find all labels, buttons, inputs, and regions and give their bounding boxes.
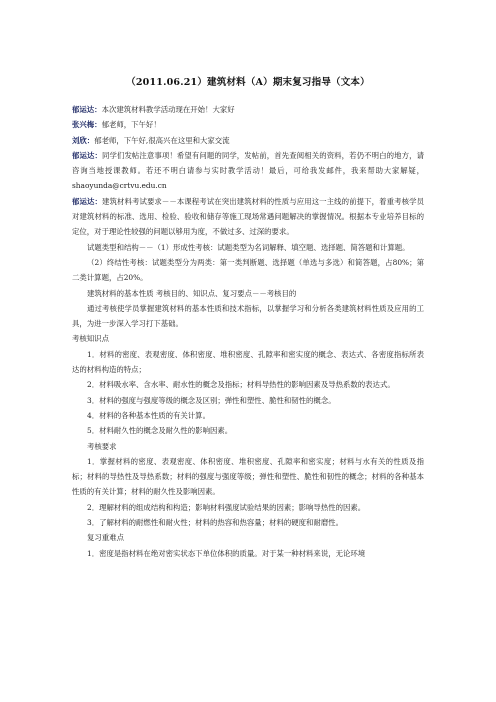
knowledge-item: 4．材料的各种基本性质的有关计算。 [87,410,210,420]
knowledge-item: 2．材料吸水率、含水率、耐水性的概念及指标；材料导热性的影响因素及导热系数的表达式。 [87,380,395,390]
speaker-name: 郁运达： [72,196,102,206]
requirements-heading: 考核要求 [87,441,117,451]
exam-structure-paragraph: （2）终结性考核：试题类型分为两类：第一类判断题、选择题（单选与多选）和简答题，占80%；第二类计算题，占20%。 [72,257,424,283]
speaker-name: 郁运达： [72,105,102,114]
objective-paragraph: 通过考核使学员掌握建筑材料的基本性质和技术指标，以掌握学习和分析各类建筑材料性质及应用的工具，为进一步深入学习打下基础。 [72,303,424,329]
knowledge-item: 5．材料耐久性的概念及耐久性的影响因素。 [87,426,233,436]
document-page [72,74,424,561]
review-heading: 复习重难点 [87,533,124,543]
speaker-name: 刘欣： [72,135,95,145]
dialog-line [72,194,424,240]
requirement-item: 3．了解材料的耐燃性和耐火性；材料的热容和热容量；材料的硬度和耐磨性。 [87,518,343,528]
dialog-line [72,117,424,132]
message-text: 同学们发帖注意事项！希望有问题的同学，发帖前，首先查阅相关的资料，若仍不明白的地方，请咨询当地授课教师。若还不明白请参与实时教学活动！最后，可给我发邮件，我来帮助大家解疑，shaoyunda@crtvu.edu.cn [72,150,424,191]
review-item: 1．密度是指材料在绝对密实状态下单位体积的质量。对于某一种材料来说，无论环境 [87,548,366,558]
dialog-line [72,133,424,148]
exam-structure-paragraph: 试题类型和结构－－（1）形成性考核：试题类型为名词解释、填空题、选择题、简答题和计算题。 [87,242,410,252]
knowledge-item: 3．材料的强度与强度等级的概念及区别；弹性和塑性、脆性和韧性的概念。 [87,395,336,405]
requirement-item: 2．理解材料的组成结构和构造；影响材料强度试验结果的因素；影响导热性的因素。 [87,502,366,512]
knowledge-item: 1．材料的密度、表观密度、体积密度、堆积密度、孔隙率和密实度的概念、表达式、各密度指标所表达的材料构造的特点； [72,349,424,375]
dialog-line [72,148,424,194]
requirement-item: 1．掌握材料的密度、表观密度、体积密度、堆积密度、孔隙率和密实度；材料与水有关的性质及指标；材料的导热性及导热系数；材料的强度与强度等级；弹性和塑性、脆性和韧性的概念；材料的各种基本性质的有关计算；材料的耐久性及影响因素。 [72,456,424,497]
speaker-name: 郁运达： [72,150,102,160]
message-text: 建筑材料考试要求－－本课程考试在突出建筑材料的性质与应用这一主线的前提下，着重考核学员对建筑材料的标准、选用、检验、验收和储存等施工现场常遇问题解决的掌握情况。根据本专业培养目标的定位，对于理论性较强的问题以够用为度，不做过多、过深的要求。 [72,196,424,237]
message-text: 郁老师，下午好,很高兴在这里和大家交流 [94,135,230,145]
knowledge-heading: 考核知识点 [72,334,109,344]
section-heading: 建筑材料的基本性质 考核目的、知识点、复习要点－－考核目的 [87,288,297,298]
dialog-line [72,102,424,117]
document-title: （2011.06.21）建筑材料（A）期末复习指导（文本） [126,77,370,88]
message-text: 本次建筑材料教学活动现在开始！大家好 [101,105,235,114]
speaker-name: 张兴梅： [72,120,102,130]
message-text: 郁老师，下午好！ [101,120,161,130]
